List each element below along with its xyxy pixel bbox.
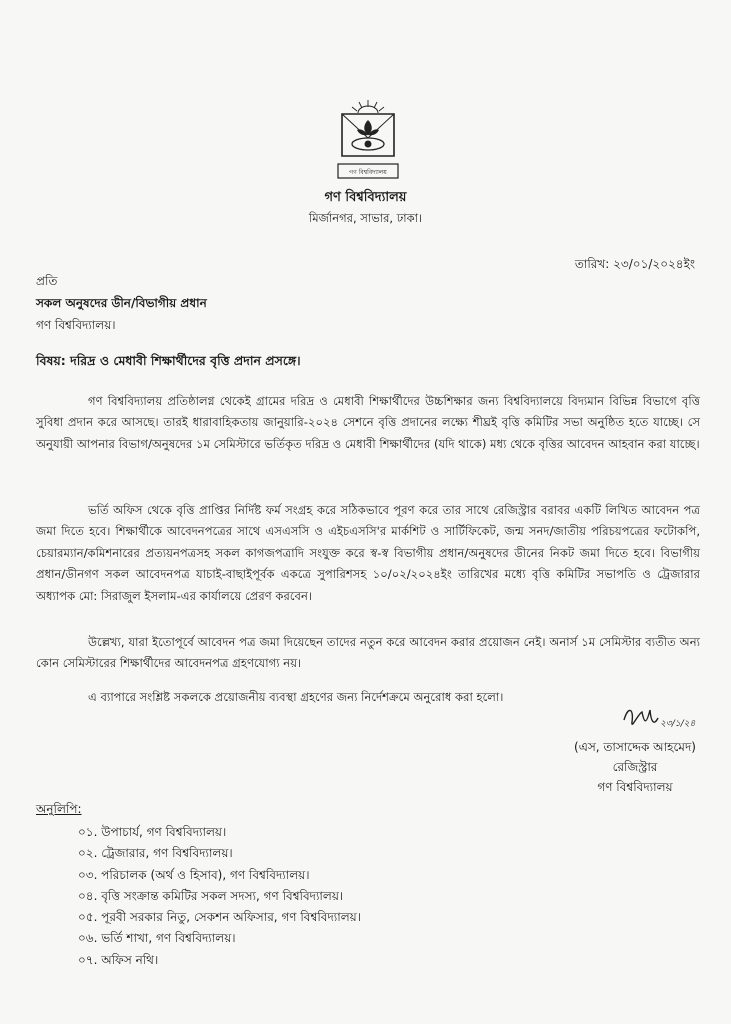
salutation: প্রতি xyxy=(36,274,58,288)
signatory-name: (এস, তাসাদ্দেক আহমেদ) xyxy=(574,740,696,754)
university-name: গণ বিশ্ববিদ্যালয় xyxy=(324,190,407,205)
signatory-title: রেজিস্ট্রার xyxy=(612,760,658,774)
logo-banner-text: গণ বিশ্ববিদ্যালয় xyxy=(349,169,387,176)
signatory-org: গণ বিশ্ববিদ্যালয় xyxy=(597,780,673,794)
handwritten-signature xyxy=(620,700,710,736)
body-paragraph-2: ভর্তি অফিস থেকে বৃত্তি প্রাপ্তির নির্দিষ্ট ফর্ম সংগ্রহ করে সঠিকভাবে পূরণ করে তার সাথে রেজিস্ট্রার বরাবর একটি লিখিত আবেদন পত্র জমা দিতে হবে। শিক্ষার্থীকে আবেদনপত্রের সাথে এসএসসি ও এইচএসসি'র মার্কশিট ও সার্টিফিকেট, জন্ম সনদ/জাতীয় পরিচয়পত্রের ফটোকপি, চেয়ারম্যান/কমিশনারের প্রত্যয়নপত্রসহ সকল কাগজপত্রাদি সংযুক্ত করে স্ব-স্ব বিভাগীয় প্রধান/অনুষদের ডীনের নিকট জমা দিতে হবে। বিভাগীয় প্রধান/ডীনগণ সকল আবেদনপত্র যাচাই-বাছাইপূর্বক একত্রে সুপারিশসহ ১০/০২/২০২৪ইং তারিখের মধ্যে বৃত্তি কমিটির সভাপতি ও ট্রেজারার অধ্যাপক মো: সিরাজুল ইসলাম-এর কার্যালয়ে প্রেরণ করবেন। xyxy=(36,502,700,603)
list-item: ০৪. বৃত্তি সংক্রান্ত কমিটির সকল সদস্য, গণ বিশ্ববিদ্যালয়। xyxy=(78,888,344,903)
subject-line: বিষয়: দরিদ্র ও মেধাবী শিক্ষার্থীদের বৃত্তি প্রদান প্রসঙ্গে। xyxy=(36,353,301,368)
list-item: ০৬. ভর্তি শাখা, গণ বিশ্ববিদ্যালয়। xyxy=(78,931,236,946)
signature-date: ২৩/১/২৪ xyxy=(660,719,696,729)
cc-list xyxy=(78,822,361,971)
list-item: ০৫. পূরবী সরকার নিতু, সেকশন অফিসার, গণ বিশ্ববিদ্যালয়। xyxy=(78,910,362,925)
body-paragraph-4: এ ব্যাপারে সংশ্লিষ্ট সকলকে প্রয়োজনীয় ব্যবস্থা গ্রহণের জন্য নির্দেশক্রমে অনুরোধ করা হলো। xyxy=(88,689,504,704)
university-address: মির্জানগর, সাভার, ঢাকা। xyxy=(308,211,423,225)
recipient-line-2: গণ বিশ্ববিদ্যালয়। xyxy=(36,318,116,332)
recipient-block xyxy=(36,270,207,336)
list-item: ০৭. অফিস নথি। xyxy=(78,952,159,967)
body-paragraph-3: উল্লেখ্য, যারা ইতোপূর্বে আবেদন পত্র জমা দিয়েছেন তাদের নতুন করে আবেদন করার প্রয়োজন নেই। অনার্স ১ম সেমিস্টার ব্যতীত অন্য কোন সেমিস্টারের শিক্ষার্থীদের আবেদনপত্র গ্রহণযোগ্য নয়। xyxy=(36,634,700,671)
list-item: ০৩. পরিচালক (অর্থ ও হিসাব), গণ বিশ্ববিদ্যালয়। xyxy=(78,867,310,882)
recipient-line-1: সকল অনুষদের ডীন/বিভাগীয় প্রধান xyxy=(36,296,207,310)
cc-title: অনুলিপি: xyxy=(36,802,82,816)
list-item: ০১. উপাচার্য, গণ বিশ্ববিদ্যালয়। xyxy=(78,825,227,839)
letter-date: তারিখ: ২৩/০১/২০২৪ইং xyxy=(574,257,695,271)
list-item: ০২. ট্রেজারার, গণ বিশ্ববিদ্যালয়। xyxy=(78,846,233,861)
university-seal-icon xyxy=(335,98,401,184)
body-paragraph-1: গণ বিশ্ববিদ্যালয় প্রতিষ্ঠালগ্ন থেকেই গ্রামের দরিদ্র ও মেধাবী শিক্ষার্থীদের উচ্চশিক্ষার জন্য বিশ্ববিদ্যালয়ে বিদ্যমান বিভিন্ন বিভাগে বৃত্তি সুবিধা প্রদান করে আসছে। তারই ধারাবাহিকতায় জানুয়ারি-২০২৪ সেশনে বৃত্তি প্রদানের লক্ষ্যে শীঘ্রই বৃত্তি কমিটির সভা অনুষ্ঠিত হতে যাচ্ছে। সে অনুযায়ী আপনার বিভাগ/অনুষদের ১ম সেমিস্টারে ভর্তিকৃত দরিদ্র ও মেধাবী শিক্ষার্থীদের (যদি থাকে) মধ্য থেকে বৃত্তির আবেদন আহবান করা যাচ্ছে। xyxy=(36,393,700,451)
signatory-block xyxy=(565,737,705,797)
